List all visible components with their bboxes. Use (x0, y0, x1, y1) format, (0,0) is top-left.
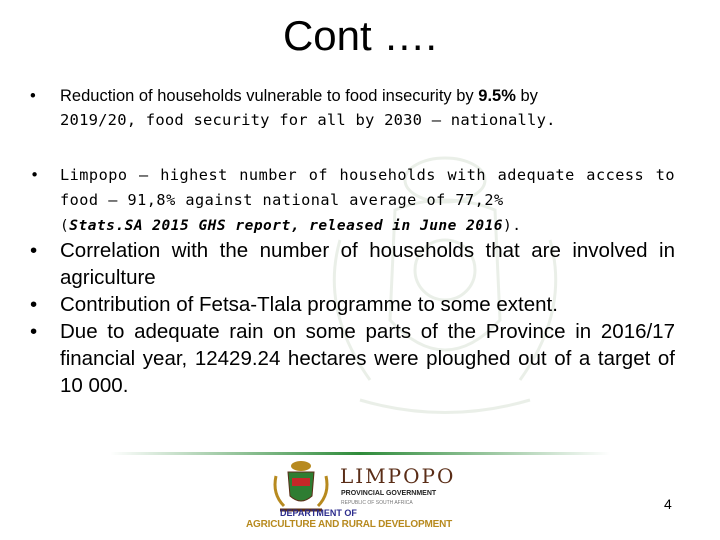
list-item (30, 318, 675, 399)
department-name: AGRICULTURE AND RURAL DEVELOPMENT (246, 519, 452, 530)
bullet-text-percent: 9.5% (478, 87, 516, 105)
ref-close: ). (503, 218, 522, 234)
bullet-reference (60, 218, 522, 234)
list-item-text: Contribution of Fetsa-Tlala programme to some extent. (60, 293, 558, 316)
list-item-text: Correlation with the number of households that are involved in agriculture (60, 239, 675, 289)
bullet-text (60, 163, 675, 239)
bullet-icon: • (30, 239, 38, 262)
bullet-text (60, 84, 675, 132)
bullet-list-agriculture (30, 237, 675, 399)
brand-subtitle: PROVINCIAL GOVERNMENT (341, 490, 437, 497)
bullet-icon: • (30, 166, 40, 184)
brand-name: LIMPOPO (340, 464, 456, 488)
department-logo (246, 460, 462, 535)
bullet-limpopo-food-access (30, 163, 675, 239)
bullet-icon: • (30, 320, 38, 343)
bullet-food-insecurity (30, 84, 675, 132)
ref-open: ( (60, 218, 70, 234)
bullet-text-main: Limpopo – highest number of households with adequate access to food – 91,8% against national average of 77,2% (60, 166, 675, 209)
page-number: 4 (664, 496, 672, 512)
bullet-text-part2: by (520, 87, 538, 105)
department-label: DEPARTMENT OF (280, 508, 357, 518)
brand-country: REPUBLIC OF SOUTH AFRICA (341, 500, 413, 506)
bullet-text-part1: Reduction of households vulnerable to food insecurity by (60, 87, 474, 105)
list-item (30, 291, 675, 318)
bullet-icon: • (30, 87, 36, 105)
bullet-icon: • (30, 293, 38, 316)
ref-title: Stats.SA 2015 GHS report, released in June 2016 (69, 218, 504, 234)
bullet-text-line2: 2019/20, food security for all by 2030 – nationally. (60, 111, 556, 129)
page-title: Cont …. (282, 12, 438, 59)
list-item (30, 237, 675, 291)
list-item-text: Due to adequate rain on some parts of the Province in 2016/17 financial year, 12429.24 hectares were ploughed out of a target of 10 000. (60, 320, 675, 397)
footer-divider (110, 452, 610, 455)
